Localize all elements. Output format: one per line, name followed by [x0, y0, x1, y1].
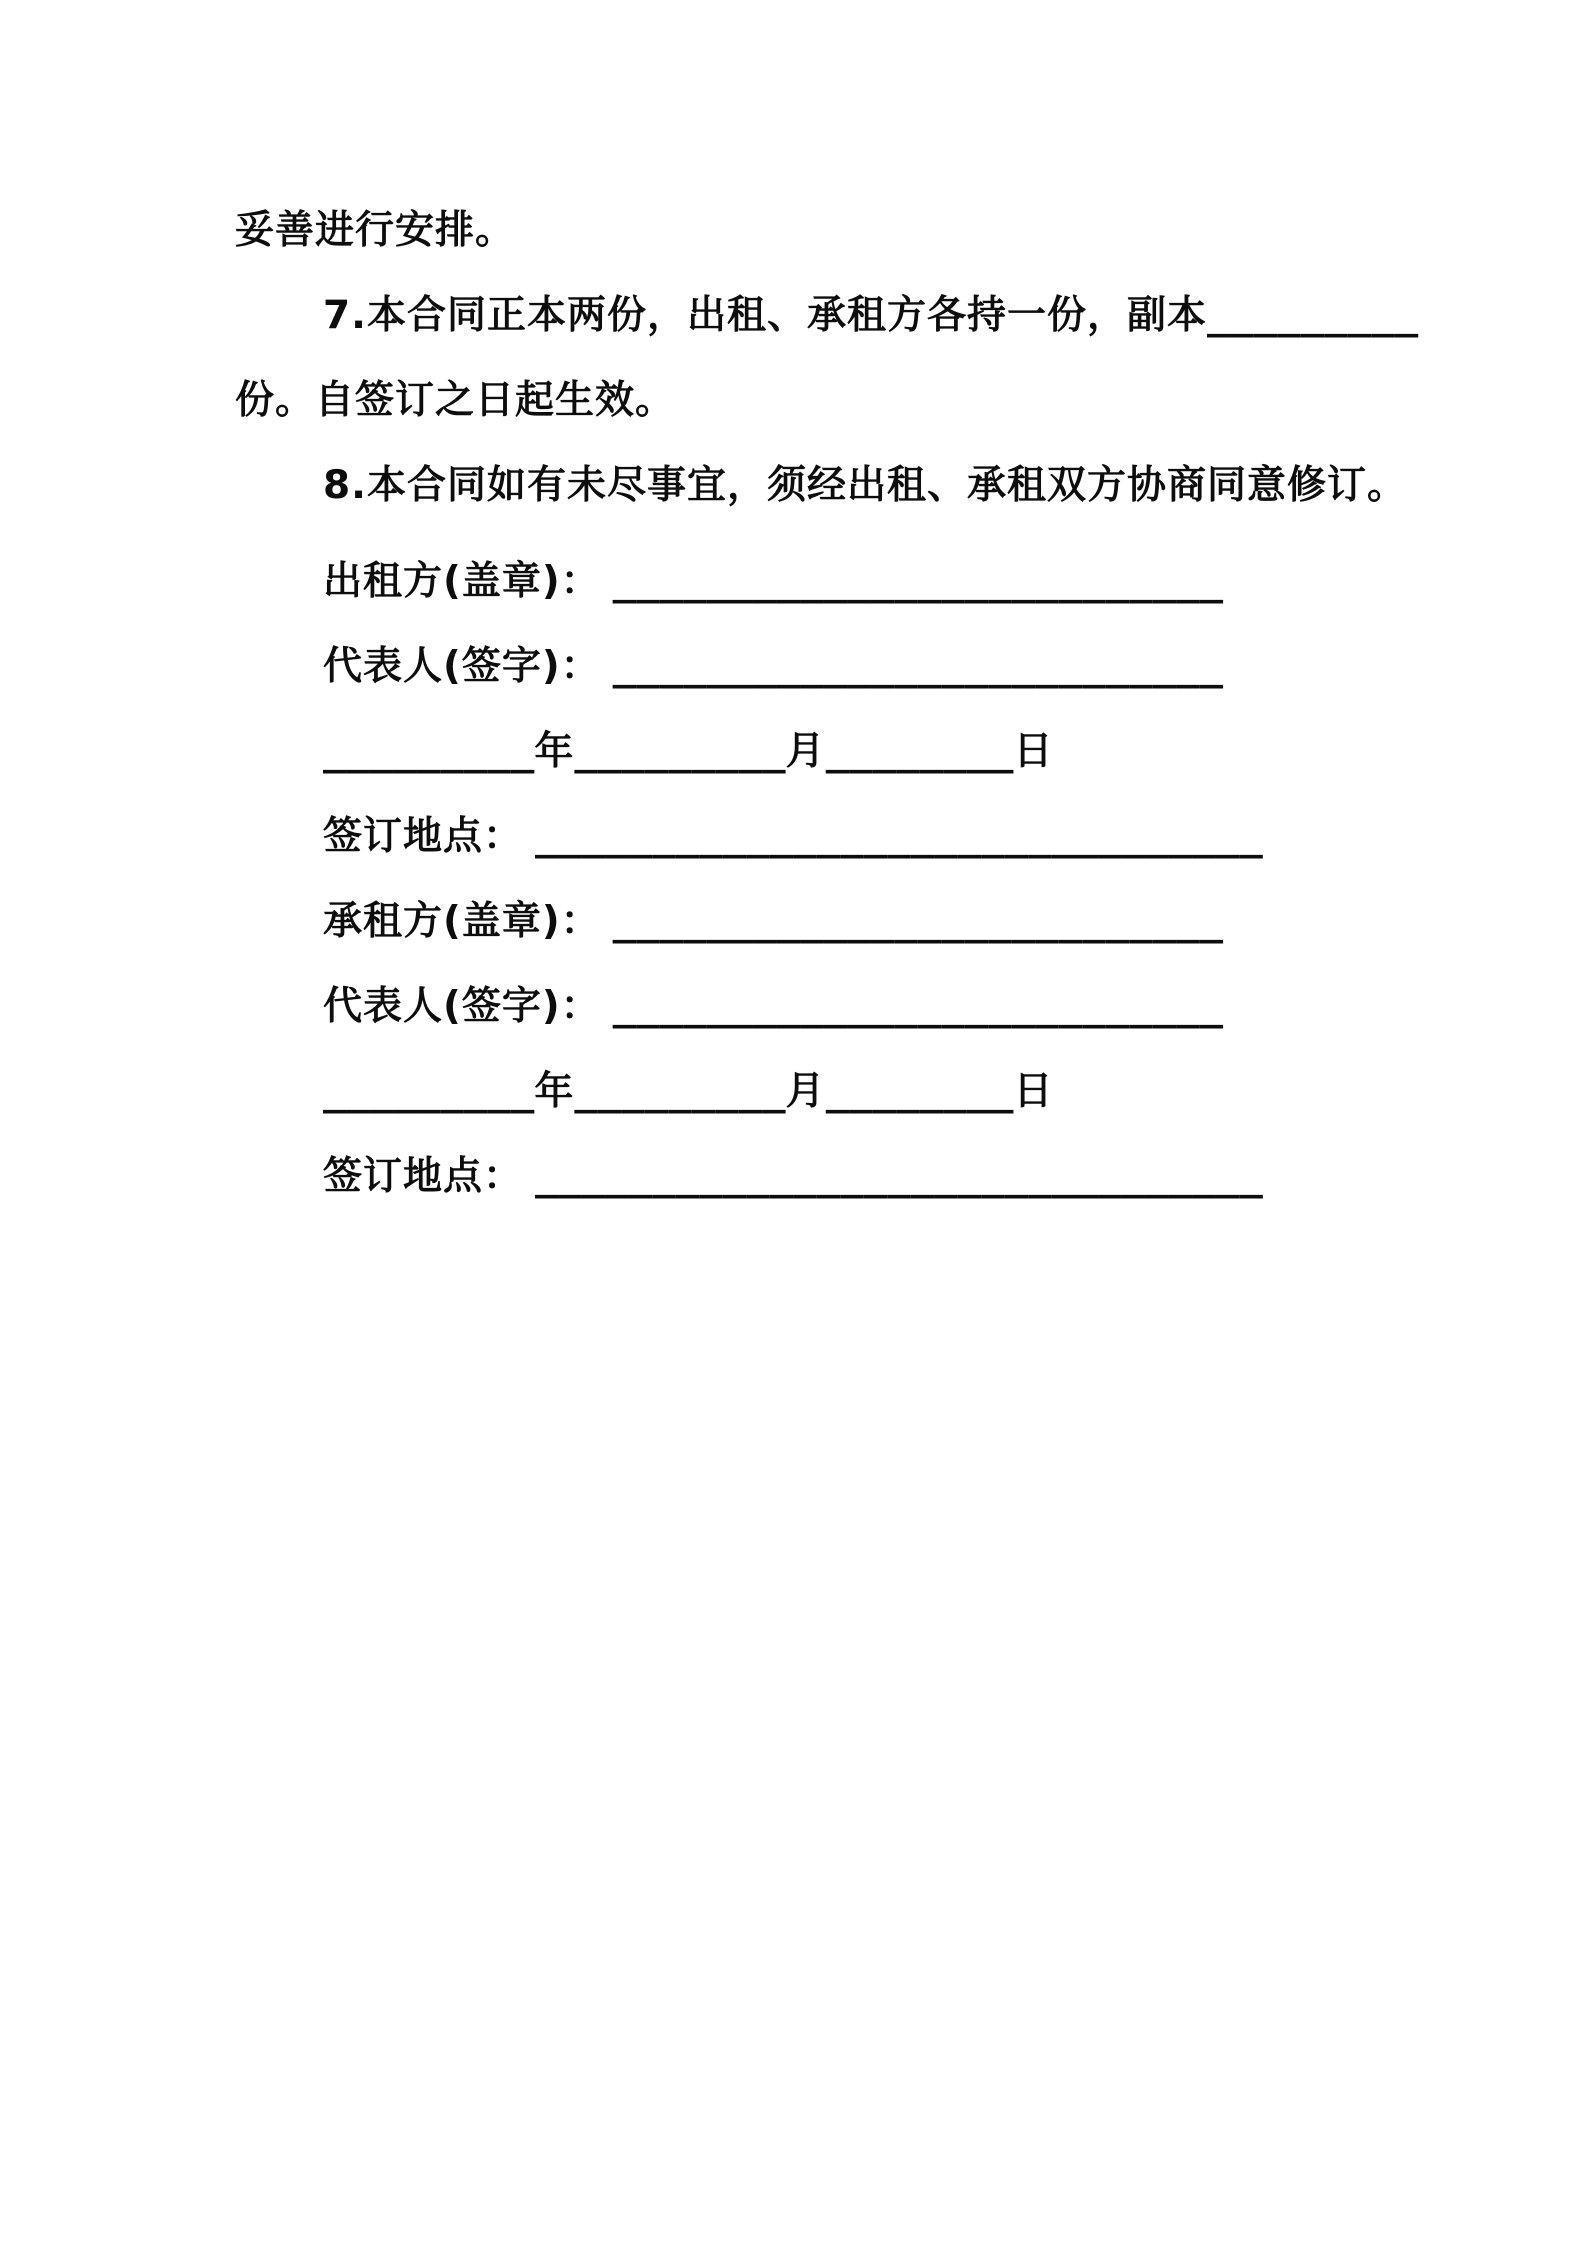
lessee-seal-label: 承租方(盖章)：	[323, 899, 601, 944]
lessor-year-label: 年	[534, 729, 575, 774]
lessee-day-blank[interactable]: ________	[825, 1069, 1014, 1114]
lessee-place-line	[235, 1134, 1466, 1219]
lessor-month-label: 月	[785, 729, 826, 774]
lessee-representative-label: 代表人(签字)：	[323, 984, 601, 1029]
lessee-place-label: 签订地点：	[323, 1154, 524, 1199]
lessor-day-blank[interactable]: ________	[825, 729, 1014, 774]
clause-8-text: 8.本合同如有未尽事宜，须经出租、承租双方协商同意修订。	[323, 463, 1407, 508]
clause-7-text: 7.本合同正本两份，出租、承租方各持一份，副本	[323, 293, 1207, 338]
paragraph-clause-8	[235, 443, 1466, 528]
lessor-day-label: 日	[1013, 729, 1054, 774]
lessor-place-blank[interactable]: _______________________________	[535, 814, 1263, 859]
lessee-day-label: 日	[1013, 1069, 1054, 1114]
lessor-representative-line	[235, 624, 1466, 709]
lessor-month-blank[interactable]: _________	[574, 729, 786, 774]
lessor-place-label: 签订地点：	[323, 814, 524, 859]
lessee-representative-line	[235, 964, 1466, 1049]
clause-7-continuation-text: 份。自签订之日起生效。	[235, 378, 676, 423]
lessor-seal-blank[interactable]: __________________________	[612, 559, 1224, 604]
paragraph-closing-arrangement	[235, 188, 1466, 273]
lessor-seal-label: 出租方(盖章)：	[323, 559, 601, 604]
lessor-representative-blank[interactable]: __________________________	[612, 644, 1224, 689]
lessor-place-line	[235, 794, 1466, 879]
lessor-representative-label: 代表人(签字)：	[323, 644, 601, 689]
lessee-month-label: 月	[785, 1069, 826, 1114]
lessee-month-blank[interactable]: _________	[574, 1069, 786, 1114]
lessee-representative-blank[interactable]: __________________________	[612, 984, 1224, 1029]
paragraph-clause-7	[235, 273, 1466, 358]
lessee-place-blank[interactable]: _______________________________	[535, 1154, 1263, 1199]
lessor-year-blank[interactable]: _________	[323, 729, 535, 774]
lessor-seal-line	[235, 539, 1466, 624]
paragraph-clause-7-continuation	[235, 358, 1466, 443]
clause-7-copies-blank[interactable]: _________	[1206, 293, 1419, 338]
lessee-seal-blank[interactable]: __________________________	[612, 899, 1224, 944]
lessee-date-line	[235, 1049, 1466, 1134]
lessee-seal-line	[235, 879, 1466, 964]
lessee-year-label: 年	[534, 1069, 575, 1114]
lessor-date-line	[235, 709, 1466, 794]
closing-arrangement-text: 妥善进行安排。	[235, 208, 516, 253]
lessee-year-blank[interactable]: _________	[323, 1069, 535, 1114]
